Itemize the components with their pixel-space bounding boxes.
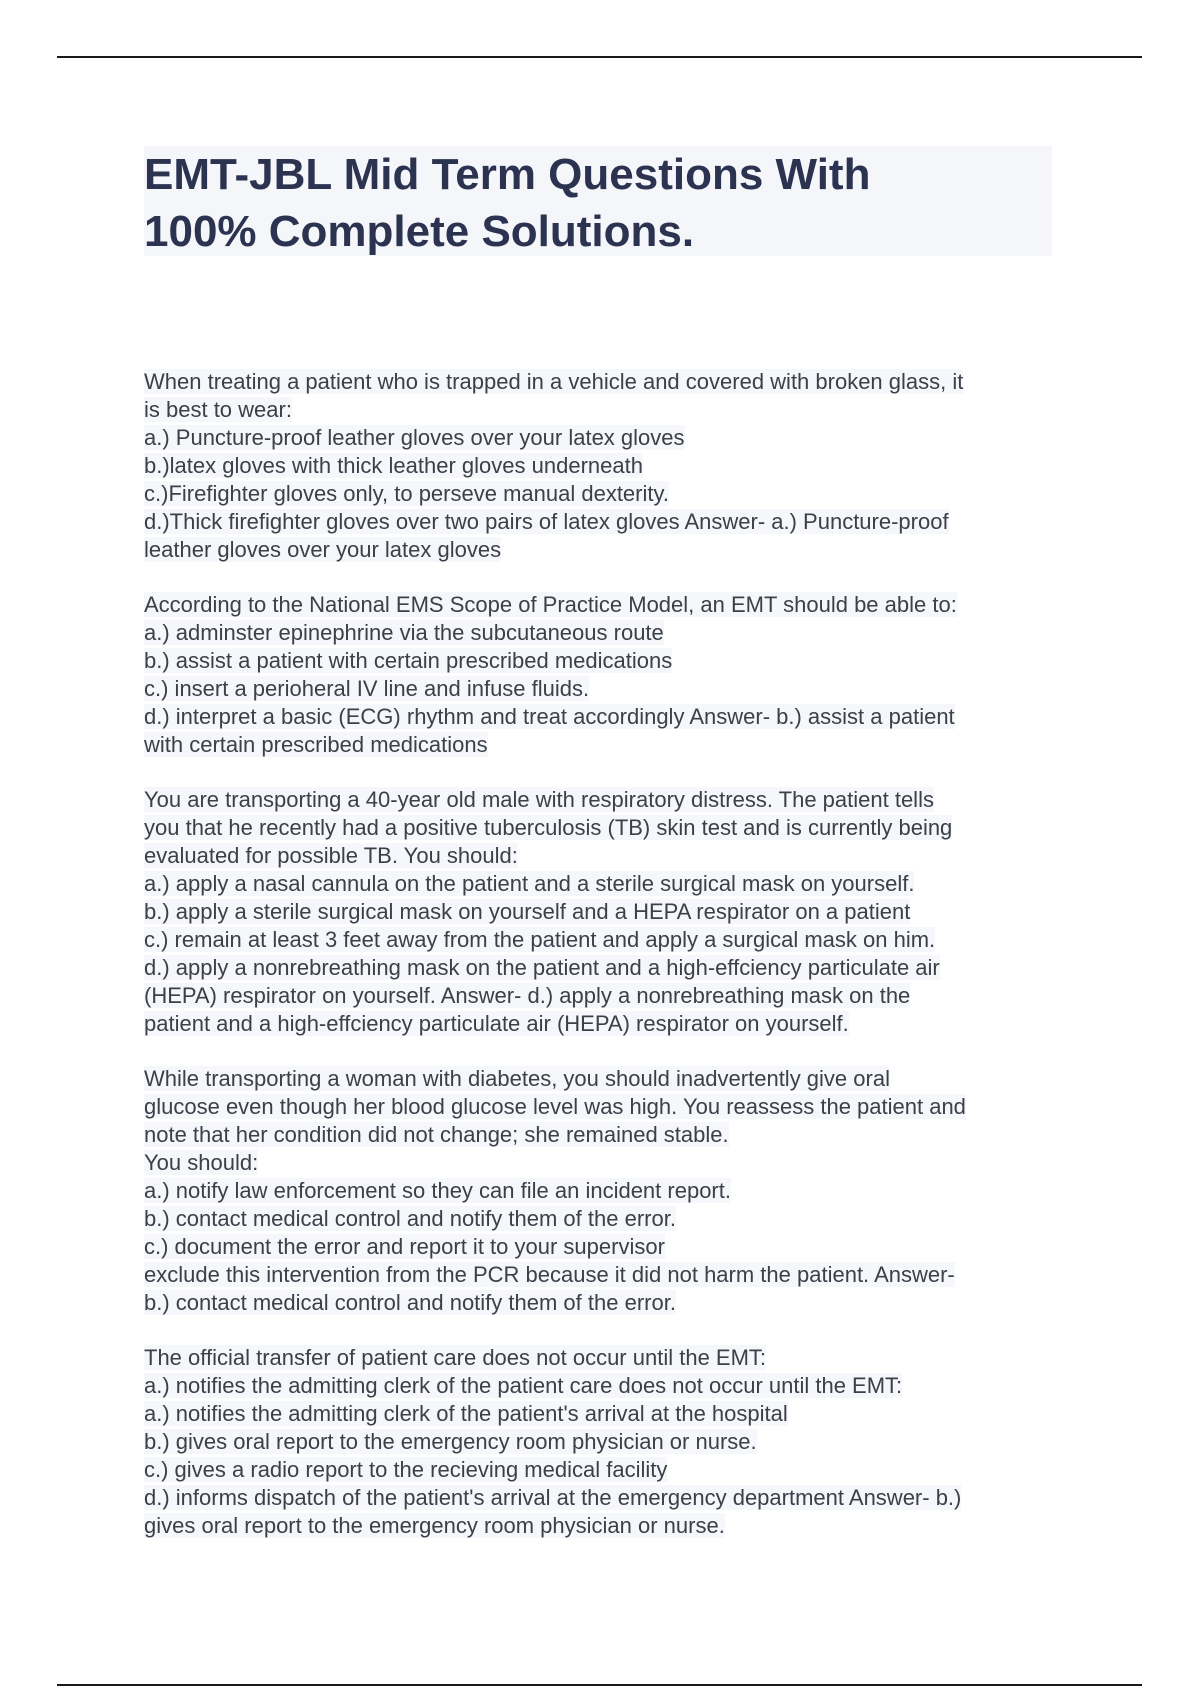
answer-line: leather gloves over your latex gloves xyxy=(144,537,502,562)
option-line: b.) apply a sterile surgical mask on yourself and a HEPA respirator on a patient xyxy=(144,899,911,924)
answer-line: gives oral report to the emergency room physician or nurse. xyxy=(144,1513,725,1538)
option-line: a.) notifies the admitting clerk of the patient's arrival at the hospital xyxy=(144,1401,788,1426)
question-line: When treating a patient who is trapped in a vehicle and covered with broken glass, it xyxy=(144,369,964,394)
option-line: d.) apply a nonrebreathing mask on the patient and a high-effciency particulate air xyxy=(144,955,940,980)
option-line: c.) document the error and report it to your supervisor xyxy=(144,1234,665,1259)
option-line: a.) notify law enforcement so they can file an incident report. xyxy=(144,1178,731,1203)
question-block xyxy=(144,591,1064,759)
question-block xyxy=(144,1065,1064,1317)
option-line: c.) gives a radio report to the recieving medical facility xyxy=(144,1457,668,1482)
question-block xyxy=(144,368,1064,564)
option-line: a.) apply a nasal cannula on the patient and a sterile surgical mask on yourself. xyxy=(144,871,915,896)
question-line: The official transfer of patient care does not occur until the EMT: xyxy=(144,1345,767,1370)
question-line: glucose even though her blood glucose level was high. You reassess the patient and xyxy=(144,1094,966,1119)
option-line: b.) contact medical control and notify them of the error. xyxy=(144,1206,676,1231)
answer-line: d.) informs dispatch of the patient's arrival at the emergency department Answer- b.) xyxy=(144,1485,962,1510)
question-list xyxy=(144,368,1064,1540)
question-line: You are transporting a 40-year old male with respiratory distress. The patient tells xyxy=(144,787,934,812)
answer-line: (HEPA) respirator on yourself. Answer- d.) apply a nonrebreathing mask on the xyxy=(144,983,911,1008)
title-line: 100% Complete Solutions. xyxy=(144,207,695,256)
answer-line: b.) contact medical control and notify them of the error. xyxy=(144,1290,676,1315)
answer-line: d.) interpret a basic (ECG) rhythm and treat accordingly Answer- b.) assist a patient xyxy=(144,704,955,729)
option-line: c.)Firefighter gloves only, to perseve manual dexterity. xyxy=(144,481,669,506)
answer-line: d.)Thick firefighter gloves over two pairs of latex gloves Answer- a.) Puncture-proof xyxy=(144,509,949,534)
option-line: c.) insert a perioheral IV line and infuse fluids. xyxy=(144,676,590,701)
answer-line: patient and a high-effciency particulate air (HEPA) respirator on yourself. xyxy=(144,1011,849,1036)
title-line: EMT-JBL Mid Term Questions With xyxy=(144,150,871,199)
document-title xyxy=(144,146,1052,256)
top-rule xyxy=(57,56,1142,58)
question-line: While transporting a woman with diabetes, you should inadvertently give oral xyxy=(144,1066,890,1091)
bottom-rule xyxy=(57,1684,1142,1686)
question-block xyxy=(144,786,1064,1038)
answer-line: with certain prescribed medications xyxy=(144,732,488,757)
answer-line: exclude this intervention from the PCR because it did not harm the patient. Answer- xyxy=(144,1262,955,1287)
question-block xyxy=(144,1344,1064,1540)
option-line: b.) assist a patient with certain prescribed medications xyxy=(144,648,673,673)
question-line: You should: xyxy=(144,1150,259,1175)
option-line: a.) adminster epinephrine via the subcutaneous route xyxy=(144,620,664,645)
option-line: b.) gives oral report to the emergency room physician or nurse. xyxy=(144,1429,757,1454)
question-line: According to the National EMS Scope of Practice Model, an EMT should be able to: xyxy=(144,592,957,617)
option-line: a.) Puncture-proof leather gloves over your latex gloves xyxy=(144,425,685,450)
question-line: evaluated for possible TB. You should: xyxy=(144,843,518,868)
option-line: b.)latex gloves with thick leather gloves underneath xyxy=(144,453,643,478)
option-line: c.) remain at least 3 feet away from the patient and apply a surgical mask on him. xyxy=(144,927,936,952)
option-line: a.) notifies the admitting clerk of the patient care does not occur until the EMT: xyxy=(144,1373,903,1398)
question-line: is best to wear: xyxy=(144,397,292,422)
question-line: you that he recently had a positive tuberculosis (TB) skin test and is currently being xyxy=(144,815,953,840)
question-line: note that her condition did not change; she remained stable. xyxy=(144,1122,729,1147)
